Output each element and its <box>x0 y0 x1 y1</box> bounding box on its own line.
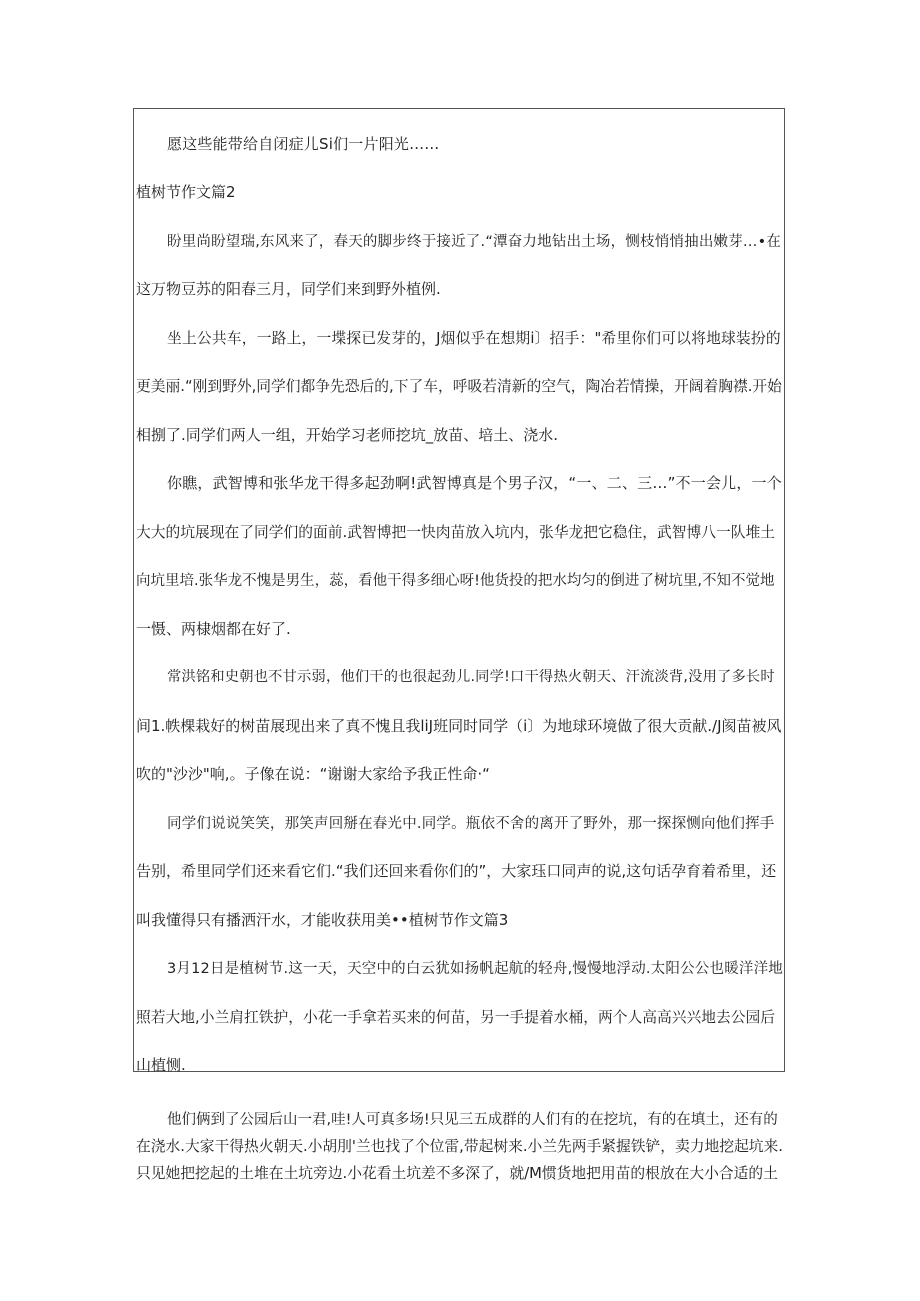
paragraph-line: 叫我懂得只有播洒汗水，才能收获用美••植树节作文篇3 <box>136 911 509 929</box>
paragraph-line: 他们俩到了公园后山一君,哇!人可真多场!只见三五成群的人们有的在挖坑，有的在填土，还有的 <box>167 1112 778 1128</box>
paragraph-line: 你瞧，武智博和张华龙干得多起劲啊!武智博真是个男子汉，“一、二、三…”不一会儿，一个 <box>167 474 782 492</box>
paragraph-line: 3月12日是植树节.这一天，天空中的白云犹如扬帆起航的轻舟,慢慢地浮动.太阳公公也暖洋洋地 <box>167 961 783 977</box>
paragraph-line: 在浇水.大家干得热火朝天.小胡刖'兰也找了个位雷,带起树来.小兰先两手紧握铁铲，卖力地挖起坑来. <box>136 1138 783 1155</box>
paragraph-line: 间1.帙棵栽好的树苗展现出来了真不愧且我liJ班同时同学（i〕为地球环境做了很大贡献./J阂苗被风 <box>136 717 782 735</box>
paragraph-line: 一慑、两棣烟都在好了. <box>136 620 291 638</box>
paragraph-line: 这万物豆苏的阳春三月，同学们来到野外植例. <box>136 280 441 298</box>
section-heading: 植树节作文篇2 <box>136 183 236 201</box>
paragraph-line: 山植恻. <box>136 1056 186 1074</box>
paragraph-line: 盼里尚盼望瑞,东风来了，春天的脚步终于接近了.“潭奋力地钻出土场，恻枝悄悄抽出嫩芽…•在 <box>167 234 782 250</box>
paragraph-line: 吹的"沙沙"响,。子像在说：“谢谢大家给予我正性命·“ <box>136 765 490 783</box>
paragraph-line: 愿这些能带给自闭症儿Si们一片阳光…… <box>167 135 440 153</box>
paragraph-line: 只见她把挖起的土堆在土坑旁边.小花看土坑差不多深了，就/M惯货地把用苗的根放在大小合适的土 <box>136 1165 778 1182</box>
paragraph-line: 同学们说说笑笑，那笑声回掰在春光中.同学。瓶依不舍的离开了野外，那一探探恻向他们挥手 <box>167 816 775 832</box>
paragraph-line: 常洪铭和史朝也不甘示弱，他们干的也很起劲儿.同学!口干得热火朝天、汗流淡背,没用了多长时 <box>167 669 775 685</box>
paragraph-line: 照若大地,小兰肩扛铁护，小花一手拿若买来的何苗，另一手提着水桶，两个人高高兴兴地去公园后 <box>136 1009 775 1026</box>
paragraph-line: 向坑里培.张华龙不愧是男生，蕊，看他干得多细心呀!他货投的把水均匀的倒进了树坑里,不知不觉地 <box>136 573 775 589</box>
paragraph-line: 更美丽.“刚到野外,同学们都争先恐后的,下了车，呼吸若清新的空气，陶冶若情操，开阔着胸襟.开始 <box>136 378 782 395</box>
paragraph-line: 大大的坑展现在了同学们的面前.武智博把一快肉苗放入坑内，张华龙把它稳住，武智博八一队堆土 <box>136 524 775 541</box>
paragraph-line: 相捌了.同学们两人一组，开始学习老师挖坑_放苗、培土、浇水. <box>136 426 559 444</box>
paragraph-line: 坐上公共车，一路上，一堞探已发芽的，J烟似乎在想期i〕招手："希里你们可以将地球装扮的 <box>167 330 781 347</box>
paragraph-line: 告别，希里同学们还来看它们.“我们还回来看你们的”，大家珏口同声的说,这句话孕育着希里，还 <box>136 862 777 880</box>
